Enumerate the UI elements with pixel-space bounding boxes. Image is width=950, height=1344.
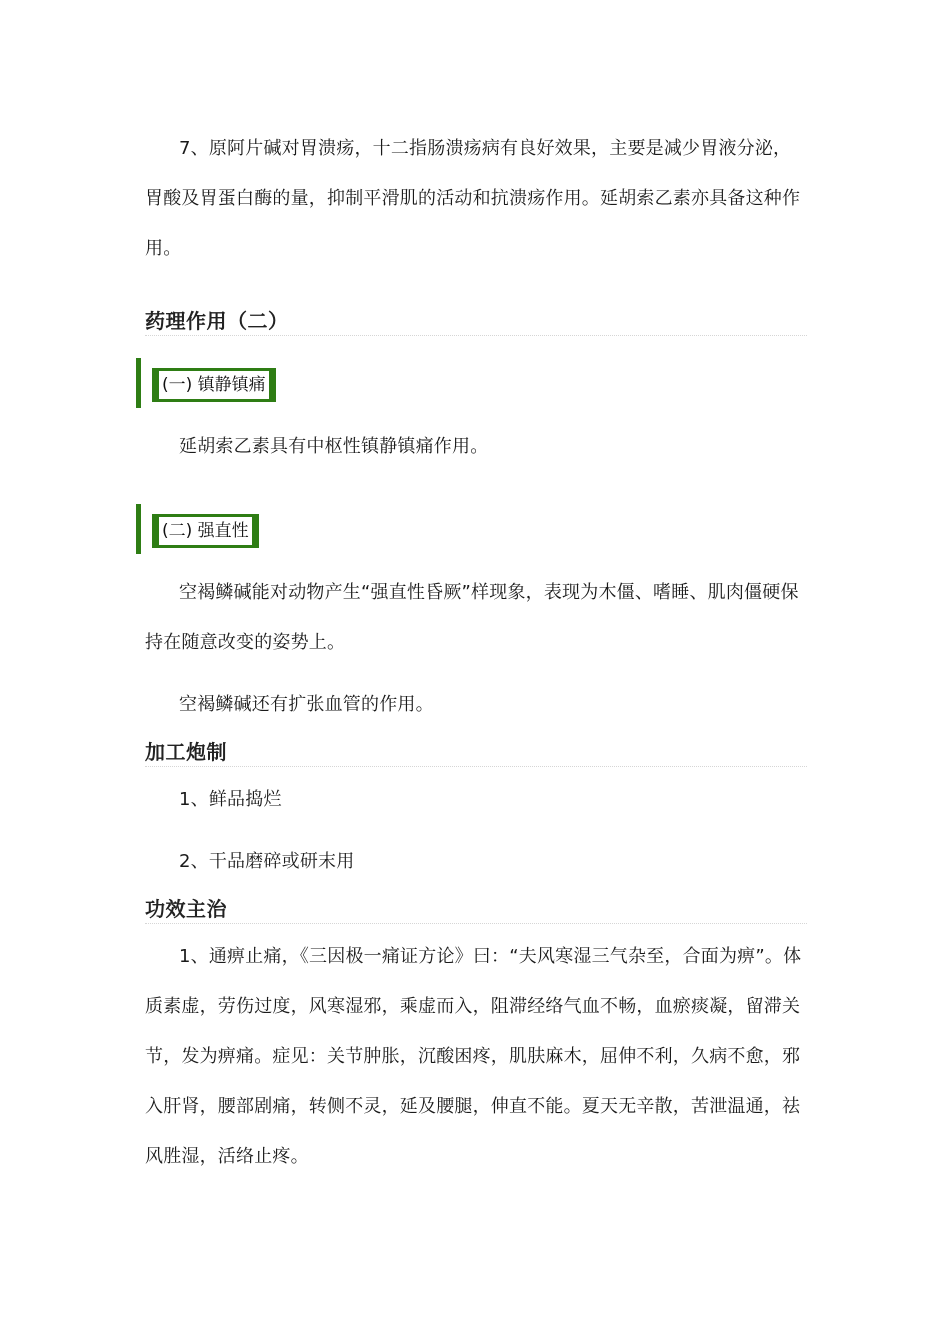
paragraph-efficacy: 1、通痹止痛，《三因极一痛证方论》曰：“夫风寒湿三气杂至，合面为痹”。体质素虚，劳伤过度，风寒湿邪，乘虚而入，阻滞经络气血不畅，血瘀痰凝，留滞关节，发为痹痛。症见：关节肿胀，沉酸困疼，肌肤麻木，屈伸不利，久病不愈，邪入肝肾，腰部剧痛，转侧不灵，延及腰腿，伸直不能。夏天无辛散，苦泄温通，祛风胜湿，活络止疼。 bbox=[145, 946, 802, 1167]
paragraph-7: 7、原阿片碱对胃溃疡，十二指肠溃疡病有良好效果，主要是减少胃液分泌，胃酸及胃蛋白酶的量，抑制平滑肌的活动和抗溃疡作用。延胡索乙素亦具备这种作用。 bbox=[145, 138, 801, 259]
subheading-sedation-analgesia bbox=[136, 358, 807, 410]
processing-item-2: 2、干品磨碎或研末用 bbox=[179, 851, 355, 872]
paragraph-sedation: 延胡索乙素具有中枢性镇静镇痛作用。 bbox=[179, 436, 489, 457]
heading-accent-bar bbox=[136, 504, 141, 554]
section-heading-processing: 加工炮制 bbox=[145, 738, 807, 767]
subheading-label: (二) 强直性 bbox=[159, 517, 252, 545]
paragraph-vasodilation: 空褐鳞碱还有扩张血管的作用。 bbox=[179, 694, 434, 715]
subheading-label: (一) 镇静镇痛 bbox=[159, 371, 269, 399]
heading-accent-bar bbox=[136, 358, 141, 408]
section-heading-pharmacology-2: 药理作用（二） bbox=[145, 307, 807, 336]
heading-highlight-box bbox=[152, 368, 276, 402]
heading-highlight-box bbox=[152, 514, 259, 548]
document-content bbox=[145, 124, 807, 1182]
paragraph-catalepsy: 空褐鳞碱能对动物产生“强直性昏厥”样现象，表现为木僵、嗜睡、肌肉僵硬保持在随意改变的姿势上。 bbox=[145, 582, 799, 653]
subheading-catalepsy bbox=[136, 504, 807, 556]
section-heading-efficacy: 功效主治 bbox=[145, 895, 807, 924]
processing-item-1: 1、鲜品捣烂 bbox=[179, 789, 282, 810]
